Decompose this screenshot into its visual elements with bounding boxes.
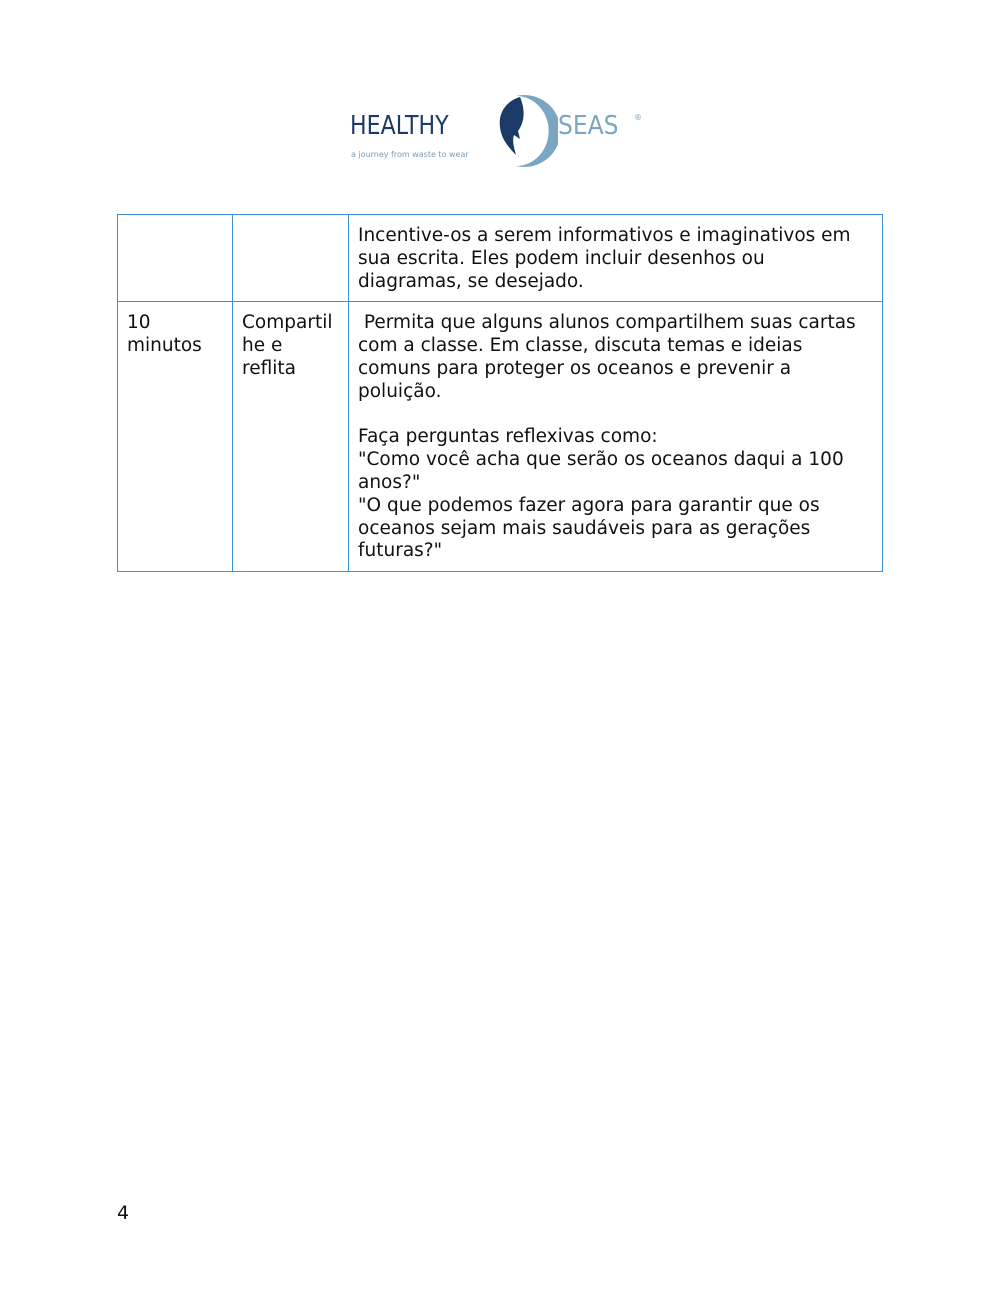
reflective-question: "Como você acha que serão os oceanos daqui a 100 anos?" — [358, 449, 844, 493]
reflective-question: "O que podemos fazer agora para garantir que os oceanos sejam mais saudáveis para as gerações futuras?" — [358, 494, 820, 562]
time-cell: 10 minutos — [118, 302, 233, 572]
logo-tagline: a journey from waste to wear — [351, 150, 469, 159]
healthy-seas-logo — [350, 93, 650, 168]
registered-mark: ® — [634, 113, 642, 122]
table-row — [118, 215, 883, 302]
description-cell — [349, 302, 883, 572]
time-cell — [118, 215, 233, 302]
description-paragraph: Incentive-os a serem informativos e imaginativos em sua escrita. Eles podem incluir desenhos ou diagramas, se desejado. — [358, 225, 851, 292]
activity-cell — [233, 215, 349, 302]
description-paragraph: Faça perguntas reflexivas como: — [358, 426, 658, 448]
logo-word-healthy: HEALTHY — [350, 111, 449, 141]
paragraph-spacer — [358, 404, 873, 427]
page-number: 4 — [117, 1202, 130, 1224]
activity-cell: Compartilhe e reflita — [233, 302, 349, 572]
table-row — [118, 302, 883, 572]
logo-word-seas: SEAS — [558, 111, 619, 141]
description-cell — [349, 215, 883, 302]
lesson-plan-table — [117, 214, 883, 572]
description-paragraph: Permita que alguns alunos compartilhem suas cartas com a classe. Em classe, discuta temas e ideias comuns para proteger os oceanos e prevenir a poluição. — [358, 312, 862, 402]
dolphin-moon-icon — [474, 93, 558, 168]
